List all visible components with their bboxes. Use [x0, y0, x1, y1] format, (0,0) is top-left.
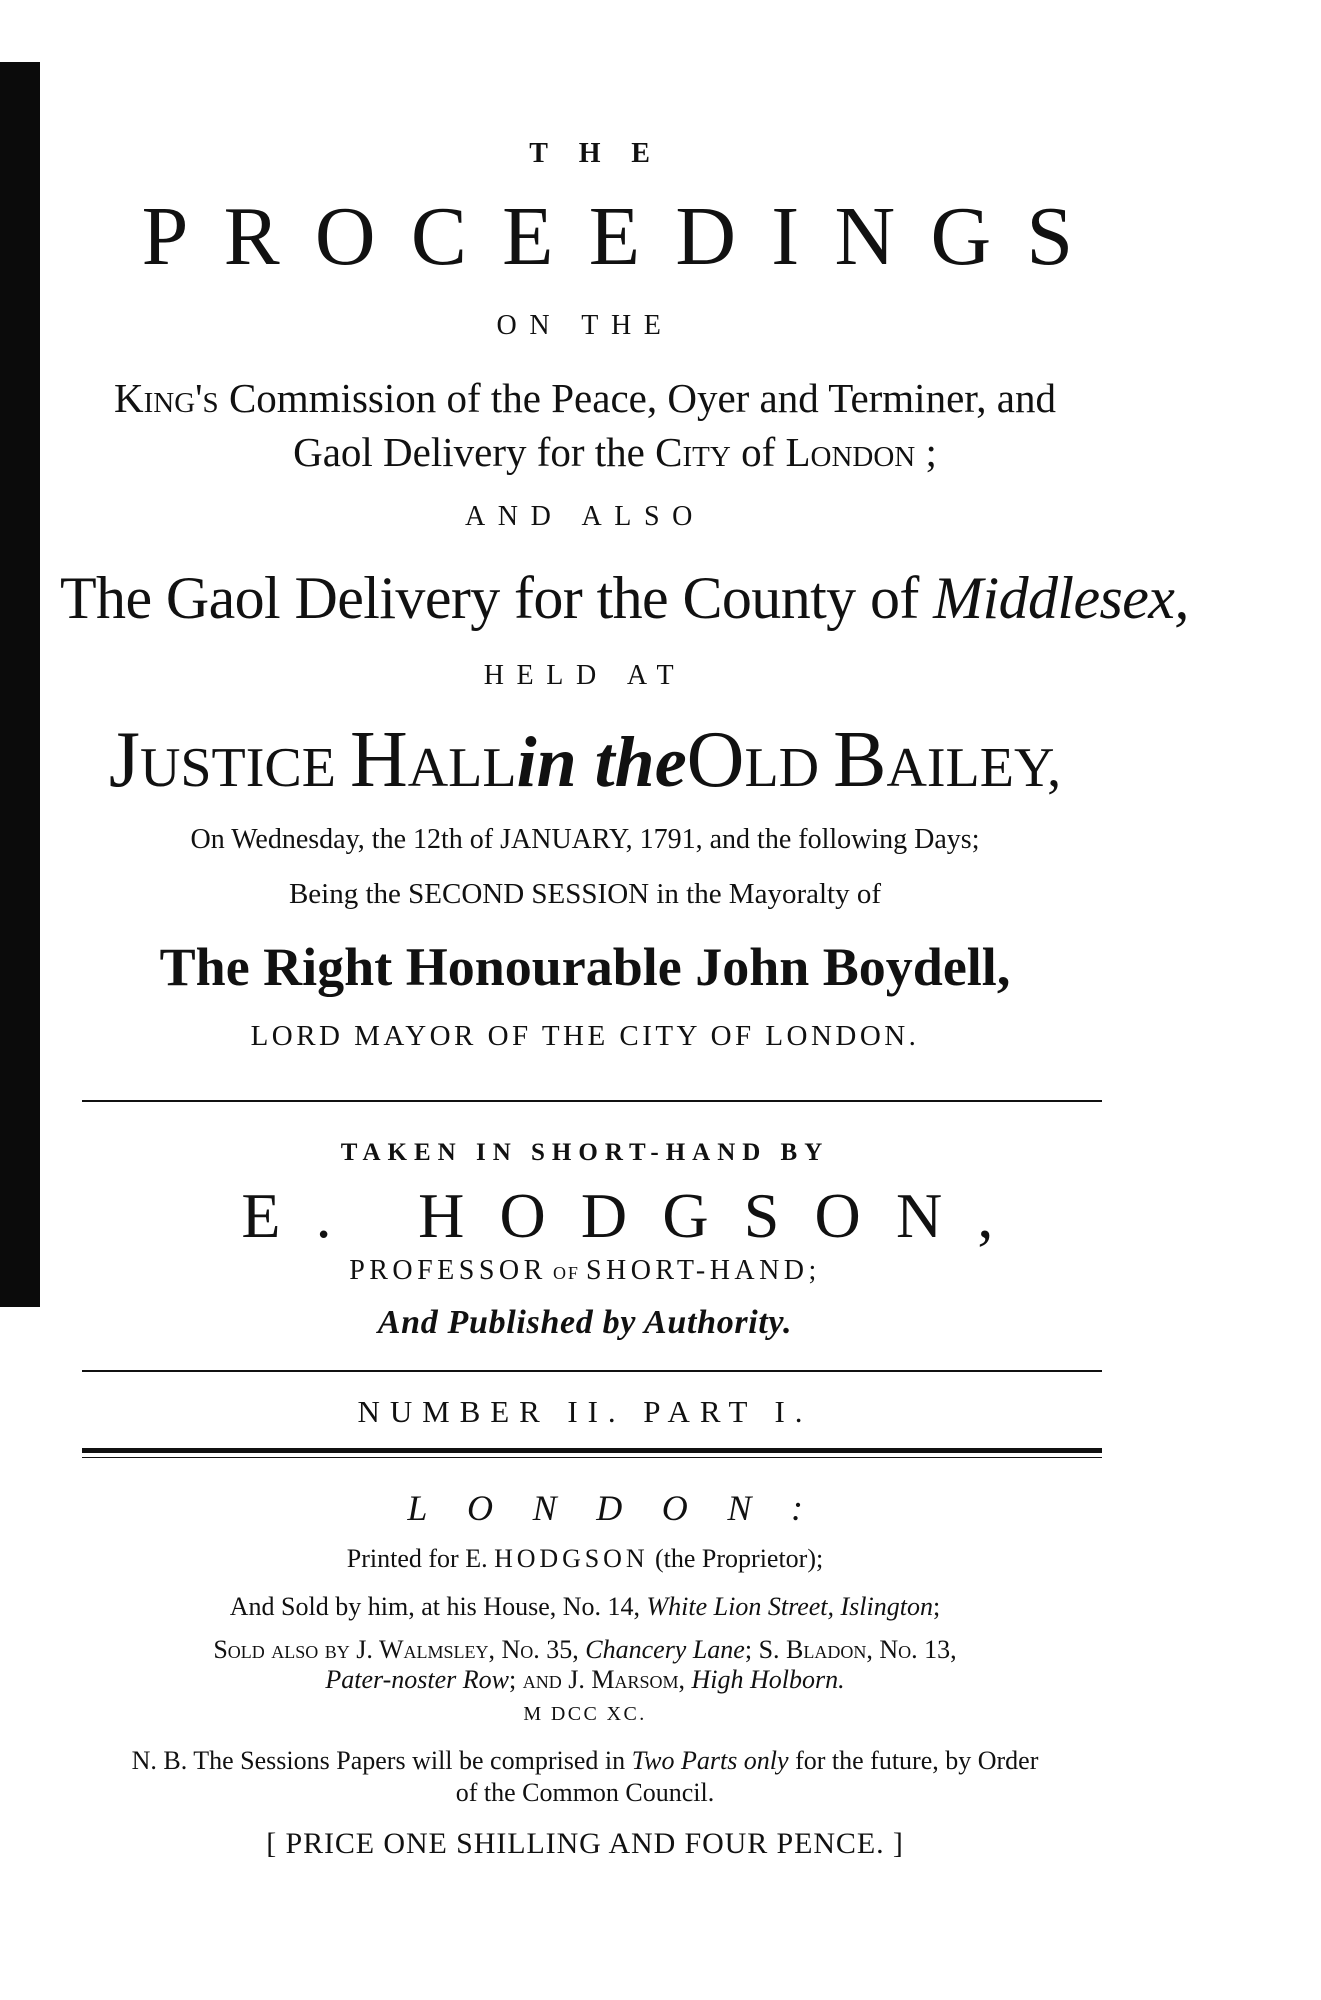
printer-name: HODGSON — [494, 1544, 649, 1573]
heading-and-also: AND ALSO — [464, 501, 706, 532]
imprint-printed-for — [60, 1546, 1110, 1572]
imprint-london: LONDON: — [407, 1488, 843, 1528]
notice-text-end: for the future, by Order — [788, 1746, 1039, 1775]
two-parts-only: Two Parts only — [631, 1746, 789, 1775]
binding-edge — [0, 62, 40, 1307]
street-address: White Lion Street, Islington — [646, 1592, 933, 1621]
marsom-text: ; and J. Marsom, — [509, 1665, 692, 1694]
proprietor-text: (the Proprietor); — [648, 1544, 824, 1573]
divider-rule — [82, 1100, 1102, 1102]
notice-line-2: of the Common Council. — [455, 1778, 715, 1807]
hall-initial: H — [349, 716, 408, 804]
lord-mayor-title: LORD MAYOR OF THE CITY OF LONDON. — [250, 1020, 920, 1052]
imprint-date: M DCC XC. — [523, 1703, 647, 1725]
london-word: London — [785, 429, 916, 475]
chancery-lane: Chancery Lane — [585, 1635, 745, 1664]
high-holborn: High Holborn. — [691, 1665, 845, 1694]
session-number-line: Being the SECOND SESSION in the Mayoralty of — [288, 878, 882, 910]
justice-initial: J — [108, 716, 140, 804]
sold-also-text: Sold also by J. Walmsley, No. 35, — [213, 1635, 586, 1664]
lord-mayor-name: The Right Honourable John Boydell, — [159, 937, 1011, 997]
hall-rest: ALL — [407, 737, 517, 799]
commission-line-1-text: Commission of the Peace, Oyer and Terminer, and — [218, 375, 1056, 421]
old-initial: O — [686, 716, 745, 804]
notice-line-1 — [60, 1748, 1110, 1774]
commission-line-1 — [60, 375, 1110, 421]
divider-rule — [82, 1370, 1102, 1372]
justice-hall-line — [60, 716, 1110, 804]
bailey-initial: B — [833, 716, 887, 804]
reporter-title — [60, 1257, 1110, 1285]
gaol-delivery-line — [60, 565, 1189, 631]
heading-on-the: ON THE — [496, 310, 674, 341]
reporter-name: E. HODGSON, — [241, 1180, 1029, 1251]
of-word: OF — [546, 1263, 586, 1283]
notice-text: N. B. The Sessions Papers will be comprised in — [131, 1746, 632, 1775]
bladon-text: ; S. Bladon, No. 13, — [744, 1635, 957, 1664]
heading-proceedings: PROCEEDINGS — [141, 190, 1109, 283]
imprint-sold-by — [60, 1594, 1110, 1620]
number-part: NUMBER II. PART I. — [357, 1394, 813, 1429]
professor-word: PROFESSOR — [349, 1255, 547, 1286]
city-word: City — [655, 429, 731, 475]
bailey-rest: AILEY, — [886, 737, 1062, 799]
middlesex-word: Middlesex, — [933, 565, 1189, 631]
imprint-paternoster — [60, 1667, 1110, 1693]
imprint-sold-also — [60, 1637, 1110, 1663]
shorthand-word: SHORT-HAND; — [585, 1255, 821, 1286]
price-line: [ PRICE ONE SHILLING AND FOUR PENCE. ] — [266, 1827, 904, 1860]
semicolon: ; — [915, 429, 937, 475]
commission-line-2 — [90, 429, 1140, 475]
divider-rule-thin — [82, 1457, 1102, 1458]
commission-line-2-text: Gaol Delivery for the — [293, 429, 656, 475]
published-by-authority: And Published by Authority. — [377, 1304, 793, 1341]
gaol-delivery-text: The Gaol Delivery for the County of — [60, 565, 934, 631]
paternoster-row: Pater-noster Row — [325, 1665, 509, 1694]
old-rest: LD — [744, 737, 834, 799]
heading-the: THE — [529, 138, 681, 169]
printed-for-text: Printed for E. — [346, 1544, 495, 1573]
session-date-line: On Wednesday, the 12th of JANUARY, 1791, and the following Days; — [190, 824, 980, 855]
divider-rule-thick — [82, 1448, 1102, 1453]
justice-rest: USTICE — [139, 737, 350, 799]
of-word: of — [730, 429, 786, 475]
kings-word: King's — [114, 375, 219, 421]
taken-in-shorthand: TAKEN IN SHORT-HAND BY — [340, 1139, 830, 1166]
sold-by-end: ; — [932, 1592, 941, 1621]
heading-held-at: HELD AT — [483, 660, 687, 691]
in-the-words: in the — [516, 722, 687, 802]
sold-by-text: And Sold by him, at his House, No. 14, — [229, 1592, 647, 1621]
